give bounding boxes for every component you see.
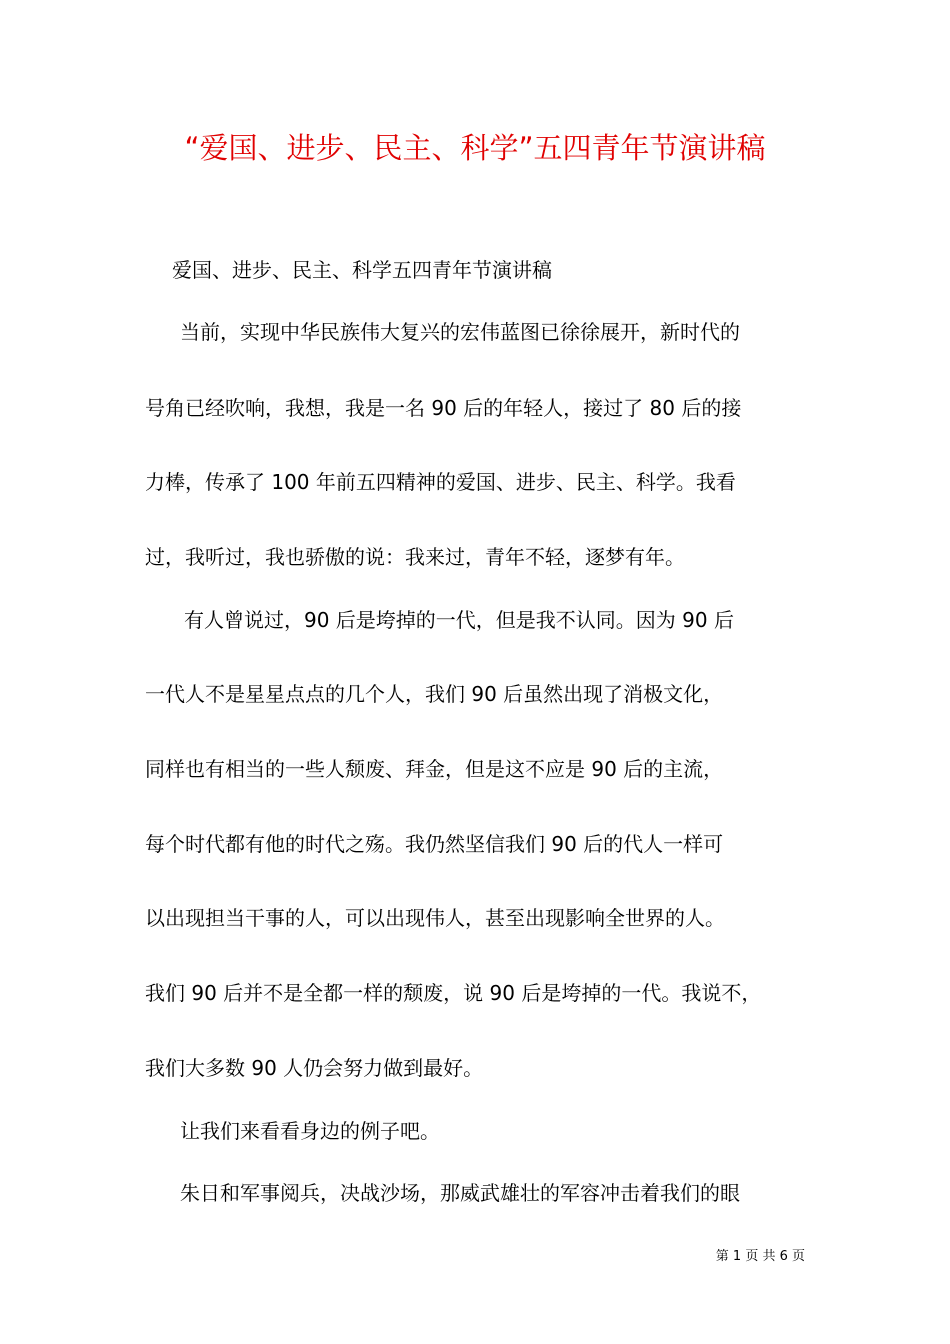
- paragraph-line: 同样也有相当的一些人颓废、拜金，但是这不应是 90 后的主流，: [145, 757, 724, 781]
- page-number: 第 1 页 共 6 页: [715, 1249, 805, 1264]
- subtitle-line: 爱国、进步、民主、科学五四青年节演讲稿: [172, 258, 552, 282]
- paragraph-line: 每个时代都有他的时代之殇。我仍然坚信我们 90 后的代人一样可: [145, 832, 724, 856]
- paragraph-line: 我们大多数 90 人仍会努力做到最好。: [145, 1056, 484, 1080]
- paragraph-line: 一代人不是星星点点的几个人，我们 90 后虽然出现了消极文化，: [145, 682, 724, 706]
- paragraph-line: 力棒，传承了 100 年前五四精神的爱国、进步、民主、科学。我看: [145, 470, 736, 494]
- document-title: “爱国、进步、民主、科学”五四青年节演讲稿: [184, 131, 766, 165]
- paragraph-line: 号角已经吹响，我想，我是一名 90 后的年轻人，接过了 80 后的接: [145, 396, 742, 420]
- paragraph-line: 有人曾说过，90 后是垮掉的一代，但是我不认同。因为 90 后: [184, 608, 734, 632]
- paragraph-line: 当前，实现中华民族伟大复兴的宏伟蓝图已徐徐展开，新时代的: [180, 320, 740, 344]
- paragraph-line: 过，我听过，我也骄傲的说：我来过，青年不轻，逐梦有年。: [145, 545, 685, 569]
- paragraph-line: 让我们来看看身边的例子吧。: [180, 1119, 440, 1143]
- paragraph-line: 我们 90 后并不是全都一样的颓废，说 90 后是垮掉的一代。我说不，: [145, 981, 762, 1005]
- paragraph-line: 朱日和军事阅兵，决战沙场，那威武雄壮的军容冲击着我们的眼: [180, 1181, 740, 1205]
- paragraph-line: 以出现担当干事的人，可以出现伟人，甚至出现影响全世界的人。: [145, 906, 725, 930]
